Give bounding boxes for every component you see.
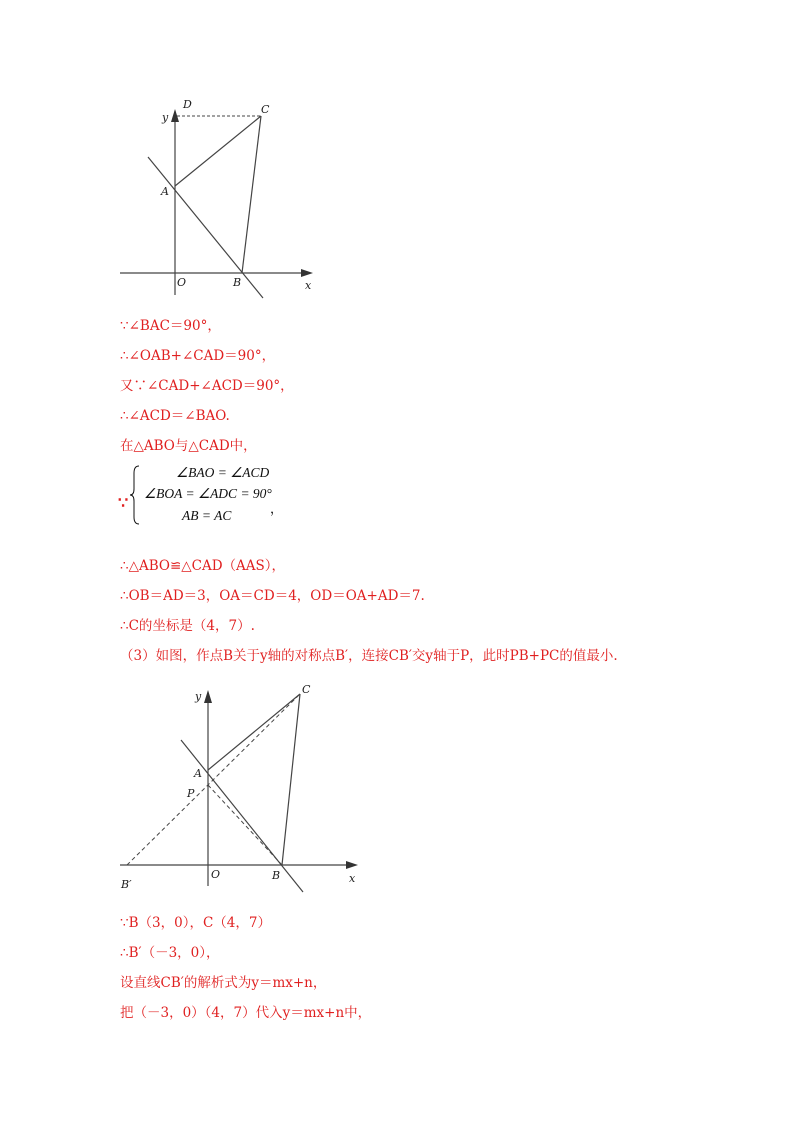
part-3-statement: （3）如图，作点B关于y轴的对称点B′，连接CB′交y轴于P，此时PB+PC的值最小.	[120, 648, 618, 664]
proof-line-7: ∴OB＝AD＝3，OA＝CD＝4，OD＝OA+AD＝7.	[120, 588, 425, 604]
because-symbol: ∵	[118, 493, 129, 512]
x-axis-arrow-icon	[301, 269, 313, 277]
label-B: B	[233, 276, 242, 289]
figure-2	[115, 680, 365, 895]
label-x: x	[349, 872, 356, 885]
figure-2-diagram	[115, 680, 365, 895]
proof-line-1: ∵∠BAC＝90°，	[120, 318, 221, 334]
proof-line-3: 又∵∠CAD+∠ACD＝90°，	[120, 378, 294, 394]
segment-AC	[208, 694, 300, 770]
label-x: x	[305, 279, 312, 292]
proof-line-6: ∴△ABO≌△CAD（AAS），	[120, 558, 286, 574]
system-row-1: ∠BAO = ∠ACD	[176, 465, 270, 480]
proof-line-8: ∴C的坐标是（4，7）.	[120, 618, 255, 634]
figure-1	[115, 95, 325, 300]
line-AB	[148, 157, 263, 298]
proof-line-4: ∴∠ACD＝∠BAO.	[120, 408, 230, 424]
label-y: y	[195, 690, 202, 703]
line-AB	[181, 740, 303, 892]
proof-line-2: ∴∠OAB+∠CAD＝90°，	[120, 348, 276, 364]
system-row-3: AB = AC	[182, 508, 232, 523]
label-A: A	[161, 185, 169, 198]
proof-line-5: 在△ABO与△CAD中，	[120, 438, 257, 454]
label-O: O	[211, 868, 221, 881]
x-axis-arrow-icon	[346, 861, 358, 869]
label-A: A	[194, 767, 202, 780]
label-D: D	[183, 98, 192, 111]
segment-CB	[242, 116, 261, 273]
label-C: C	[261, 103, 270, 116]
label-P: P	[187, 787, 195, 800]
figure-1-diagram	[115, 95, 325, 300]
label-O: O	[177, 276, 187, 289]
segment-B-prime-C	[127, 694, 300, 865]
y-axis-arrow-icon	[204, 690, 212, 703]
segment-PB	[208, 785, 282, 865]
congruence-system	[118, 463, 318, 529]
solution-line-2: ∴B′（－3，0），	[120, 945, 220, 961]
segment-CB	[282, 694, 300, 865]
solution-line-1: ∵B（3，0），C（4，7）	[120, 915, 271, 931]
solution-line-3: 设直线CB′的解析式为y＝mx+n，	[120, 975, 327, 991]
solution-line-4: 把（－3，0）（4，7）代入y＝mx+n中，	[120, 1005, 372, 1021]
label-C: C	[302, 683, 311, 696]
label-B: B	[272, 869, 281, 882]
system-row-2: ∠BOA = ∠ADC = 90°	[144, 486, 272, 501]
left-brace-icon	[130, 465, 140, 525]
system-comma: ，	[270, 502, 284, 517]
label-y: y	[162, 111, 169, 124]
segment-AC	[175, 116, 261, 186]
label-B-prime: B′	[121, 878, 132, 891]
